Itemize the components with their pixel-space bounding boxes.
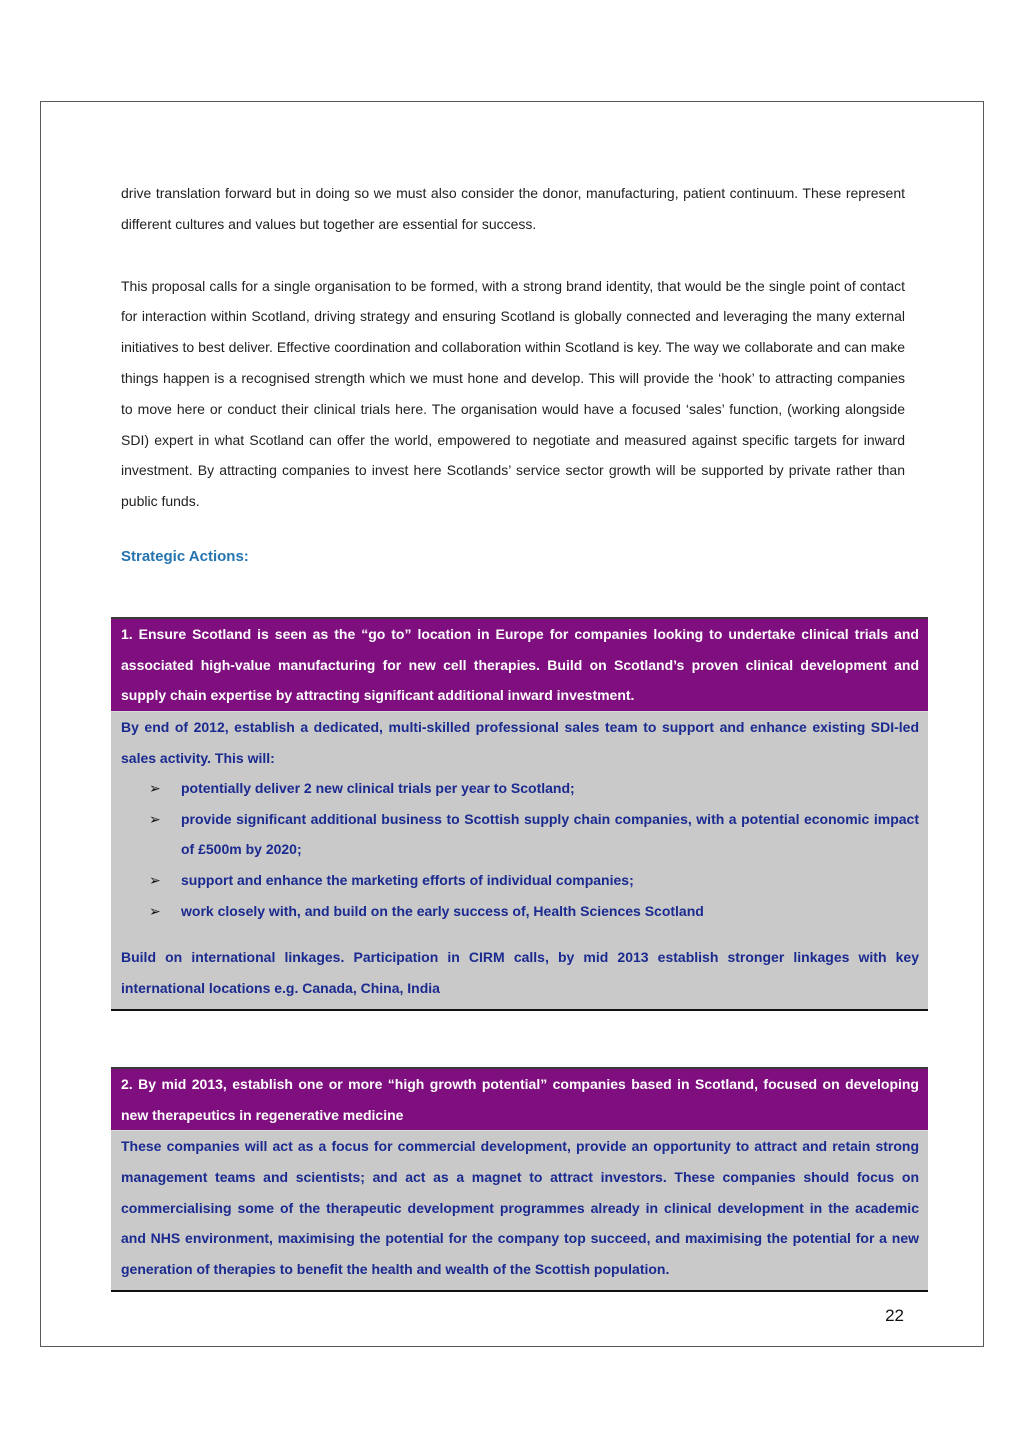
arrow-bullet-icon: ➢: [149, 810, 161, 827]
action-2-body: [111, 1130, 928, 1290]
list-item: [121, 865, 919, 896]
bullet-text: work closely with, and build on the early success of, Health Sciences Scotland: [181, 902, 704, 919]
action-1-bullet-list: [121, 773, 919, 926]
list-item: [121, 804, 919, 865]
strategic-actions-heading: Strategic Actions:: [121, 548, 249, 565]
action-1-body: [111, 711, 928, 1009]
bullet-text: potentially deliver 2 new clinical trials per year to Scotland;: [181, 780, 575, 797]
list-item: [121, 773, 919, 804]
page-number: 22: [885, 1306, 904, 1325]
action-1-closing: Build on international linkages. Participation in CIRM calls, by mid 2013 establish stronger linkages with key international locations e.g. Canada, China, India: [121, 949, 919, 996]
strategic-action-table-2: [111, 1067, 928, 1292]
action-2-intro: These companies will act as a focus for commercial development, provide an opportunity to attract and retain strong management teams and scientists; and act as a magnet to attract investors. These companies should focus on commercialising some of the therapeutic development programmes already in clinical development in the academic and NHS environment, maximising the potential for the company top succeed, and maximising the potential for a new generation of therapies to benefit the health and wealth of the Scottish population.: [121, 1138, 919, 1277]
strategic-action-table-1: [111, 617, 928, 1011]
arrow-bullet-icon: ➢: [149, 780, 161, 797]
body-text-block: [121, 178, 905, 517]
action-2-header: 2. By mid 2013, establish one or more “high growth potential” companies based in Scotland, focused on developing new therapeutics in regenerative medicine: [111, 1069, 928, 1130]
action-1-header: 1. Ensure Scotland is seen as the “go to” location in Europe for companies looking to undertake clinical trials and associated high-value manufacturing for new cell therapies. Build on Scotland’s proven clinical development and supply chain expertise by attracting significant additional inward investment.: [111, 619, 928, 711]
paragraph-2: This proposal calls for a single organisation to be formed, with a strong brand identity, that would be the single point of contact for interaction within Scotland, driving strategy and ensuring Scotland is globally connected and leveraging the many external initiatives to best deliver. Effective coordination and collaboration within Scotland is key. The way we collaborate and can make things happen is a recognised strength which we must hone and develop. This will provide the ‘hook’ to attracting companies to move here or conduct their clinical trials here. The organisation would have a focused ‘sales’ function, (working alongside SDI) expert in what Scotland can offer the world, empowered to negotiate and measured against specific targets for inward investment. By attracting companies to invest here Scotlands’ service sector growth will be supported by private rather than public funds.: [121, 277, 905, 510]
bullet-text: support and enhance the marketing efforts of individual companies;: [181, 872, 634, 889]
arrow-bullet-icon: ➢: [149, 902, 161, 919]
bullet-text: provide significant additional business to Scottish supply chain companies, with a potential economic impact of £500m by 2020;: [181, 810, 919, 858]
list-item: [121, 896, 919, 927]
paragraph-1: drive translation forward but in doing so we must also consider the donor, manufacturing, patient continuum. These represent different cultures and values but together are essential for success.: [121, 185, 905, 232]
arrow-bullet-icon: ➢: [149, 872, 161, 889]
action-1-intro: By end of 2012, establish a dedicated, multi-skilled professional sales team to support and enhance existing SDI-led sales activity. This will:: [121, 719, 919, 766]
